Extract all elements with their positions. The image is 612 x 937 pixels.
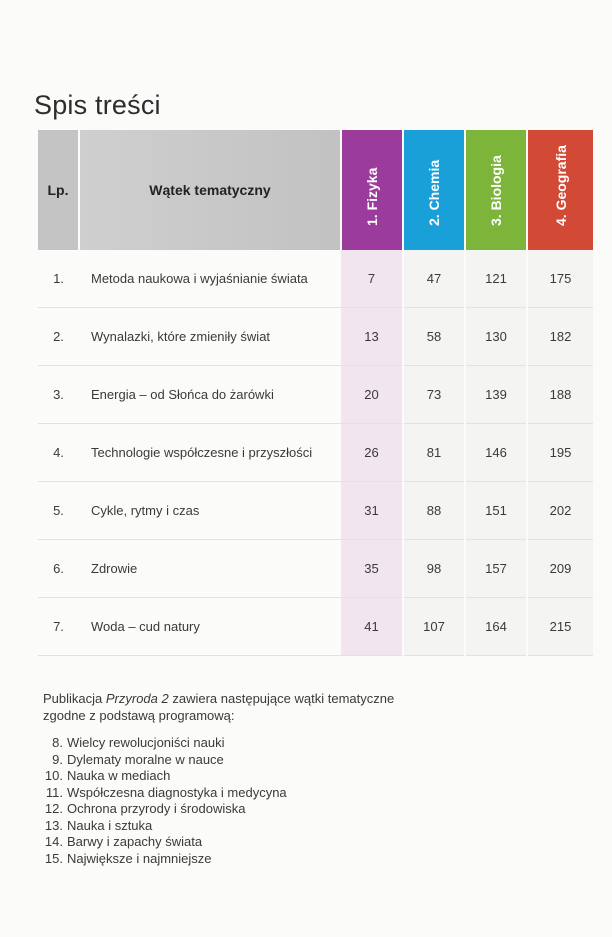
page-title: Spis treści	[34, 90, 161, 121]
row-number: 4.	[38, 424, 79, 482]
list-item-number: 13.	[44, 817, 63, 833]
page-number-cell: 146	[465, 424, 527, 482]
row-topic: Woda – cud natury	[79, 598, 341, 656]
subject-label: 1. Fizyka	[364, 167, 380, 226]
page-number-cell: 215	[527, 598, 593, 656]
list-item-number: 15.	[44, 850, 63, 866]
page-number-cell: 130	[465, 308, 527, 366]
header-subject-biology	[465, 130, 527, 250]
publication-note	[43, 690, 423, 724]
row-topic: Energia – od Słońca do żarówki	[79, 366, 341, 424]
row-topic: Metoda naukowa i wyjaśnianie świata	[79, 250, 341, 308]
list-item-number: 14.	[44, 834, 63, 849]
row-number: 1.	[38, 250, 79, 308]
page-number-cell: 58	[403, 308, 465, 366]
list-item-number: 12.	[44, 801, 63, 816]
header-subject-geography	[527, 130, 593, 250]
row-number: 7.	[38, 598, 79, 656]
page-number-cell: 182	[527, 308, 593, 366]
toc-table	[38, 130, 593, 656]
list-item-number: 9.	[52, 751, 63, 767]
page-number-cell: 98	[403, 540, 465, 598]
page-number-cell: 139	[465, 366, 527, 424]
row-topic: Zdrowie	[79, 540, 341, 598]
page-number-cell: 195	[527, 424, 593, 482]
page-number-cell: 202	[527, 482, 593, 540]
table-row[interactable]	[38, 308, 593, 366]
page-number-cell: 88	[403, 482, 465, 540]
list-item-text: Współczesna diagnostyka i medycyna	[67, 784, 287, 800]
row-number: 6.	[38, 540, 79, 598]
table-header-row	[38, 130, 593, 250]
page-number-cell: 31	[341, 482, 403, 540]
header-subject-physics	[341, 130, 403, 250]
page-number-cell: 81	[403, 424, 465, 482]
header-lp: Lp.	[38, 130, 79, 250]
page-number-cell: 26	[341, 424, 403, 482]
table-row[interactable]	[38, 424, 593, 482]
list-item-text: Barwy i zapachy świata	[67, 834, 203, 849]
list-item-text: Największe i najmniejsze	[67, 850, 212, 866]
list-item	[43, 851, 287, 868]
page-number-cell: 47	[403, 250, 465, 308]
table-row[interactable]	[38, 482, 593, 540]
list-item-text: Wielcy rewolucjoniści nauki	[67, 735, 225, 750]
table-row[interactable]	[38, 366, 593, 424]
page-number-cell: 35	[341, 540, 403, 598]
row-number: 3.	[38, 366, 79, 424]
page-number-cell: 164	[465, 598, 527, 656]
subject-label: 2. Chemia	[426, 159, 442, 226]
list-item-text: Nauka i sztuka	[67, 817, 153, 833]
book-title: Przyroda 2	[105, 691, 169, 706]
page-number-cell: 175	[527, 250, 593, 308]
list-item	[43, 768, 287, 785]
list-item	[43, 834, 287, 851]
list-item-text: Dylematy moralne w nauce	[67, 751, 224, 767]
row-topic: Wynalazki, które zmieniły świat	[79, 308, 341, 366]
page-number-cell: 13	[341, 308, 403, 366]
list-item-text: Ochrona przyrody i środowiska	[67, 801, 246, 816]
row-number: 2.	[38, 308, 79, 366]
page-number-cell: 157	[465, 540, 527, 598]
list-item	[43, 735, 287, 752]
page-number-cell: 7	[341, 250, 403, 308]
extra-topics-list	[43, 735, 287, 867]
row-topic: Technologie współczesne i przyszłości	[79, 424, 341, 482]
header-subject-chemistry	[403, 130, 465, 250]
table-row[interactable]	[38, 598, 593, 656]
table-row[interactable]	[38, 540, 593, 598]
page-number-cell: 121	[465, 250, 527, 308]
page-number-cell: 151	[465, 482, 527, 540]
note-prefix: Publikacja	[43, 691, 106, 706]
page-number-cell: 73	[403, 366, 465, 424]
row-number: 5.	[38, 482, 79, 540]
subject-label: 4. Geografia	[552, 145, 569, 226]
page-number-cell: 107	[403, 598, 465, 656]
list-item-number: 8.	[52, 735, 63, 750]
page-number-cell: 20	[341, 366, 403, 424]
note-suffix: zawiera następujące wątki tematyczne zgodne z podstawą programową:	[43, 691, 395, 723]
list-item	[43, 801, 287, 818]
list-item	[43, 752, 287, 769]
subject-label: 3. Biologia	[488, 155, 504, 226]
list-item-text: Nauka w mediach	[67, 768, 171, 783]
page-number-cell: 209	[527, 540, 593, 598]
page-number-cell: 41	[341, 598, 403, 656]
page-number-cell: 188	[527, 366, 593, 424]
header-topic: Wątek tematyczny	[79, 130, 341, 250]
list-item	[43, 785, 287, 802]
list-item-number: 11.	[45, 784, 63, 800]
table-row[interactable]	[38, 250, 593, 308]
list-item	[43, 818, 287, 835]
row-topic: Cykle, rytmy i czas	[79, 482, 341, 540]
list-item-number: 10.	[44, 768, 63, 783]
